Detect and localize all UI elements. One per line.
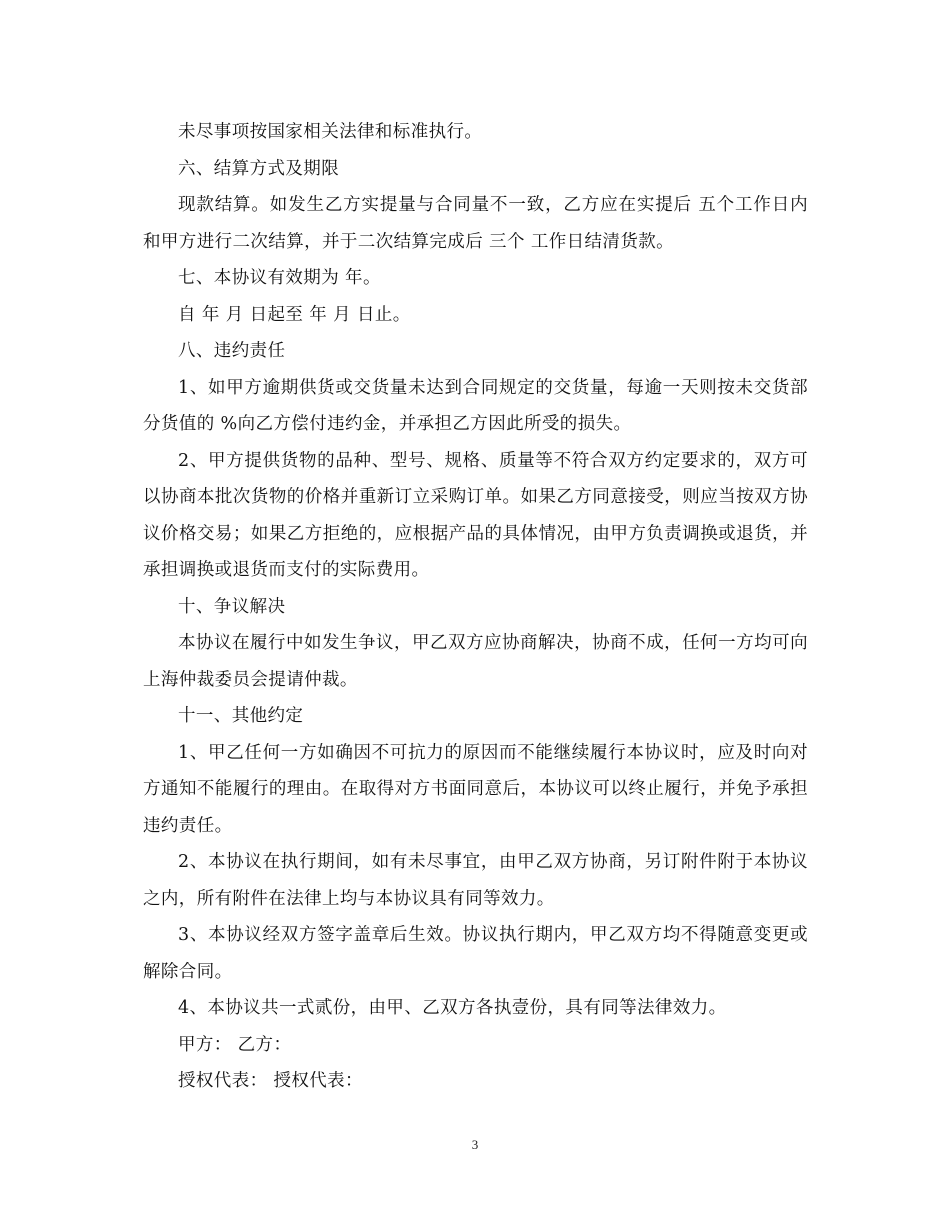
document-body xyxy=(143,114,808,1100)
paragraph-other-clause-2: 2、本协议在执行期间，如有未尽事宜，由甲乙双方协商，另订附件附于本协议之内，所有附件在法律上均与本协议具有同等效力。 xyxy=(143,852,808,909)
paragraph-other-clause-1: 1、甲乙任何一方如确因不可抗力的原因而不能继续履行本协议时，应及时向对方通知不能履行的理由。在取得对方书面同意后，本协议可以终止履行，并免予承担违约责任。 xyxy=(143,742,808,836)
paragraph-other-clause-3: 3、本协议经双方签字盖章后生效。协议执行期内，甲乙双方均不得随意变更或解除合同。 xyxy=(143,925,808,982)
paragraph-breach-clause-2: 2、甲方提供货物的品种、型号、规格、质量等不符合双方约定要求的，双方可以协商本批次货物的价格并重新订立采购订单。如果乙方同意接受，则应当按双方协议价格交易；如果乙方拒绝的，应根据产品的具体情况，由甲方负责调换或退货，并承担调换或退货而支付的实际费用。 xyxy=(143,450,808,580)
paragraph-cash-settlement: 现款结算。如发生乙方实提量与合同量不一致，乙方应在实提后 五个工作日内和甲方进行二次结算，并于二次结算完成后 三个 工作日结清货款。 xyxy=(143,195,808,252)
heading-breach-liability: 八、违约责任 xyxy=(178,341,286,361)
heading-settlement-method: 六、结算方式及期限 xyxy=(178,158,340,179)
paragraph-date-range: 自 年 月 日起至 年 月 日止。 xyxy=(178,304,411,325)
heading-validity-period: 七、本协议有效期为 年。 xyxy=(178,268,381,288)
page-number: 3 xyxy=(471,1137,479,1152)
heading-dispute-resolution: 十、争议解决 xyxy=(178,596,286,617)
signature-representatives-line: 授权代表： 授权代表： xyxy=(178,1071,363,1091)
paragraph-dispute-resolution: 本协议在履行中如发生争议，甲乙双方应协商解决，协商不成，任何一方均可向上海仲裁委员会提请仲裁。 xyxy=(143,633,808,690)
paragraph-breach-clause-1: 1、如甲方逾期供货或交货量未达到合同规定的交货量，每逾一天则按未交货部分货值的 %向乙方偿付违约金，并承担乙方因此所受的损失。 xyxy=(143,377,808,434)
paragraph-other-clause-4: 4、本协议共一式贰份，由甲、乙双方各执壹份，具有同等法律效力。 xyxy=(178,998,727,1018)
heading-other-agreements: 十一、其他约定 xyxy=(178,706,304,726)
signature-parties-line: 甲方： 乙方： xyxy=(178,1034,292,1055)
paragraph-remaining-matters: 未尽事项按国家相关法律和标准执行。 xyxy=(178,122,483,142)
